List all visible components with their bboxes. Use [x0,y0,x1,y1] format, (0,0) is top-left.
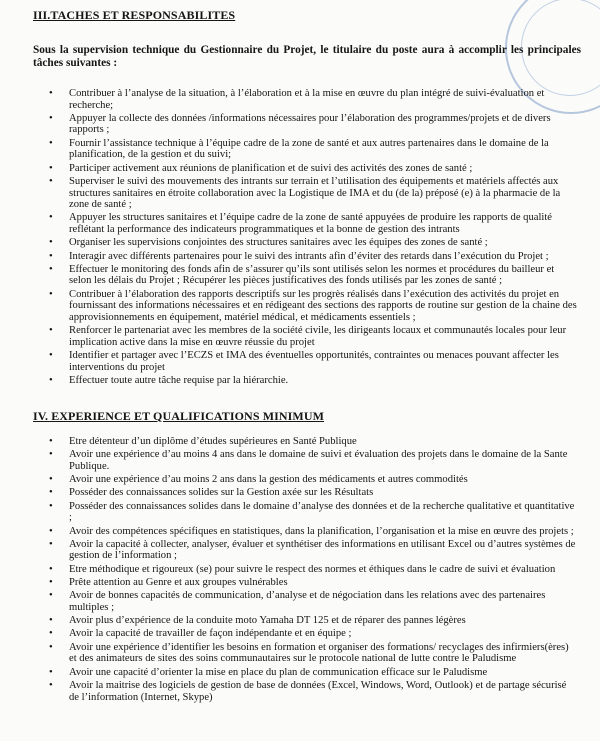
section4-item: • Avoir la capacité de travailler de façon indépendante et en équipe ; [48,628,578,640]
section4-item: • Avoir une capacité d’orienter la mise en place du plan de communication efficace sur le Paludisme [48,667,578,679]
section4-item: • Avoir la capacité à collecter, analyser, évaluer et synthétiser des informations en utilisant Excel ou d’autres systèmes de gestion de l’information ; [48,539,578,562]
section3-item: • Interagir avec différents partenaires pour le suivi des intrants afin d’éviter des retards dans l’exécution du Projet ; [48,251,578,263]
section3-item: • Superviser le suivi des mouvements des intrants sur terrain et l’utilisation des équipements et matériels affectés aux structures sanitaires en étroite collaboration avec la Logistique de IMA et du (de la) préposé (e) à la pharmacie de la zone de santé ; [48,176,578,211]
section4-item: • Avoir des compétences spécifiques en statistiques, dans la planification, l’organisation et la mise en œuvre des projets ; [48,526,578,538]
section3-item: • Effectuer toute autre tâche requise par la hiérarchie. [48,375,578,387]
section4-item: • Posséder des connaissances solides sur la Gestion axée sur les Résultats [48,487,578,499]
section4-item: • Etre détenteur d’un diplôme d’études supérieures en Santé Publique [48,436,578,448]
section4-item: • Posséder des connaissances solides dans le domaine d’analyse des données et de la recherche qualitative et quantitative ; [48,501,578,524]
section3-item: • Participer activement aux réunions de planification et de suivi des activités des zones de santé ; [48,163,578,175]
section4-item: • Prête attention au Genre et aux groupes vulnérables [48,577,578,589]
section3-item: • Renforcer le partenariat avec les membres de la société civile, les dirigeants locaux et communautés locales pour leur implication active dans la mise en œuvre réussie du projet [48,325,578,348]
section4-item: • Avoir plus d’expérience de la conduite moto Yamaha DT 125 et de réparer des pannes légères [48,615,578,627]
section3-item: • Fournir l’assistance technique à l’équipe cadre de la zone de santé et aux autres partenaires dans le domaine de la planification, de la gestion et du suivi; [48,138,578,161]
section3-item: • Contribuer à l’analyse de la situation, à l’élaboration et à la mise en œuvre du plan intégré de suivi-évaluation et recherche; [48,88,578,111]
section-3-task-list [48,88,578,388]
section3-item: • Contribuer à l’élaboration des rapports descriptifs sur les progrès réalisés dans l’exécution des activités du projet en fournissant des informations nécessaires et en rédigeant des sections des rapports de routine sur gestion de la chaine des approvisionnements en équipement, matériel médical, et médicaments essentiels ; [48,289,578,324]
section3-item: • Effectuer le monitoring des fonds afin de s’assurer qu’ils sont utilisés selon les normes et procédures du bailleur et selon les délais du Projet ; Récupérer les pièces justificatives des fonds utilisés par les zones de santé ; [48,264,578,287]
section4-item: • Avoir la maitrise des logiciels de gestion de base de données (Excel, Windows, Word, Outlook) et de partage sécurisé de l’information (Internet, Skype) [48,680,578,703]
section3-item: • Organiser les supervisions conjointes des structures sanitaires avec les équipes des zones de santé ; [48,237,578,249]
section4-item: • Avoir de bonnes capacités de communication, d’analyse et de négociation dans les relations avec des partenaires multiples ; [48,590,578,613]
section3-item: • Appuyer la collecte des données /informations nécessaires pour l’élaboration des programmes/projets et de divers rapports ; [48,113,578,136]
section4-item: • Etre méthodique et rigoureux (se) pour suivre le respect des normes et éthiques dans le cadre de suivi et évaluation [48,564,578,576]
section3-item: • Identifier et partager avec l’ECZS et IMA des éventuelles opportunités, contraintes ou menaces pouvant affecter les interventions du projet [48,350,578,373]
section3-item: • Appuyer les structures sanitaires et l’équipe cadre de la zone de santé appuyées de produire les rapports de qualité reflétant la performance des indicateurs programmatiques et la bonne de gestion des intrants [48,212,578,235]
section-4-qualification-list [48,436,578,705]
section-4-title: IV. EXPERIENCE ET QUALIFICATIONS MINIMUM [33,409,325,423]
section4-item: • Avoir une expérience d’identifier les besoins en formation et organiser des formations/ recyclages des infirmiers(ères) et des animateurs de sites des soins communautaires sur le protocole national de lutte contre le Paludisme [48,642,578,665]
section4-item: • Avoir une expérience d’au moins 4 ans dans le domaine de suivi et évaluation des projets dans le domaine de la Sante Publique. [48,449,578,472]
section4-item: • Avoir une expérience d’au moins 2 ans dans la gestion des médicaments et autres commodités [48,474,578,486]
section-3-title: III.TACHES ET RESPONSABILITES [33,8,236,22]
section-3-intro: Sous la supervision technique du Gestionnaire du Projet, le titulaire du poste aura à accomplir les principales tâches suivantes : [33,44,581,69]
